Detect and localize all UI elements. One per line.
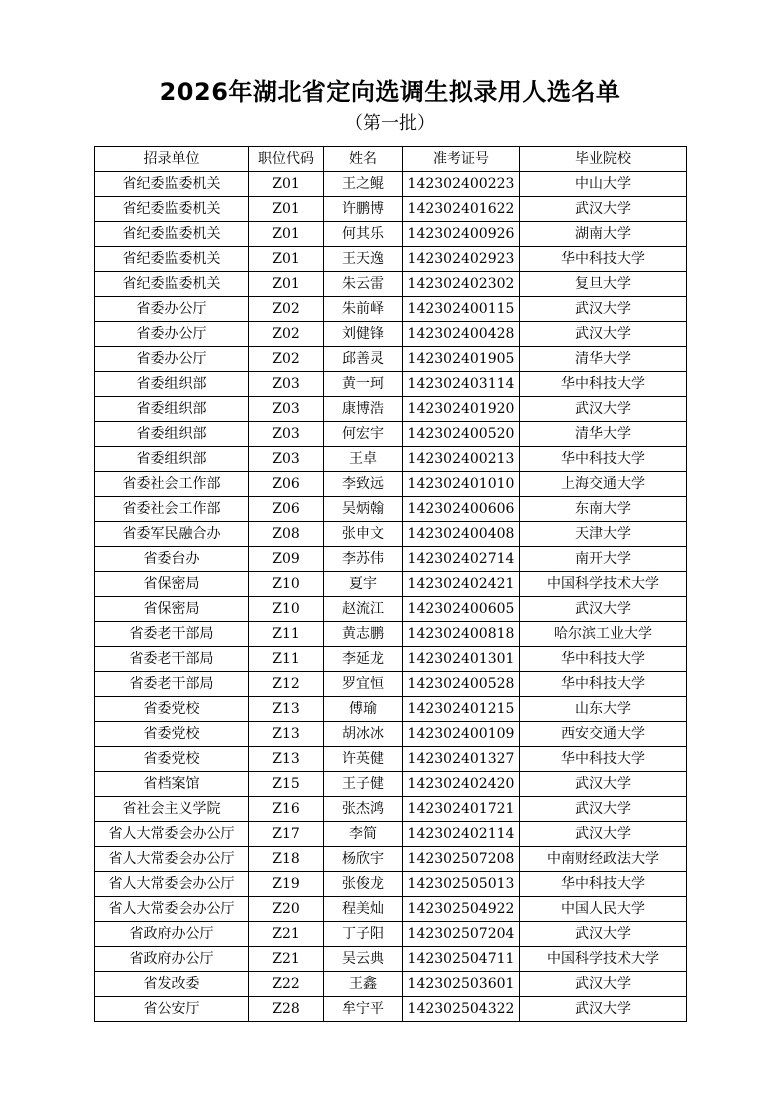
cell-name: 罗宜恒 — [324, 672, 403, 697]
cell-exam-number: 142302400109 — [403, 722, 520, 747]
cell-unit: 省委社会工作部 — [95, 497, 249, 522]
document-title: 2026年湖北省定向选调生拟录用人选名单 — [159, 78, 621, 106]
cell-name: 许鹏博 — [324, 197, 403, 222]
cell-exam-number: 142302400408 — [403, 522, 520, 547]
cell-position-code: Z11 — [249, 622, 324, 647]
cell-exam-number: 142302400818 — [403, 622, 520, 647]
cell-name: 王天逸 — [324, 247, 403, 272]
cell-university: 华中科技大学 — [520, 247, 687, 272]
cell-position-code: Z02 — [249, 347, 324, 372]
header-unit: 招录单位 — [95, 147, 249, 172]
table-row — [95, 497, 687, 522]
table-row — [95, 597, 687, 622]
cell-unit: 省保密局 — [95, 597, 249, 622]
cell-exam-number: 142302400213 — [403, 447, 520, 472]
cell-unit: 省政府办公厅 — [95, 922, 249, 947]
cell-unit: 省公安厅 — [95, 997, 249, 1022]
cell-exam-number: 142302400605 — [403, 597, 520, 622]
cell-exam-number: 142302401721 — [403, 797, 520, 822]
cell-position-code: Z03 — [249, 372, 324, 397]
cell-position-code: Z22 — [249, 972, 324, 997]
table-row — [95, 572, 687, 597]
cell-unit: 省委老干部局 — [95, 622, 249, 647]
cell-university: 武汉大学 — [520, 922, 687, 947]
cell-university: 武汉大学 — [520, 822, 687, 847]
cell-name: 张申文 — [324, 522, 403, 547]
cell-name: 朱云雷 — [324, 272, 403, 297]
cell-unit: 省纪委监委机关 — [95, 247, 249, 272]
cell-name: 何宏宇 — [324, 422, 403, 447]
cell-university: 武汉大学 — [520, 297, 687, 322]
cell-university: 华中科技大学 — [520, 672, 687, 697]
cell-name: 朱前峄 — [324, 297, 403, 322]
table-row — [95, 722, 687, 747]
cell-exam-number: 142302401010 — [403, 472, 520, 497]
cell-unit: 省委军民融合办 — [95, 522, 249, 547]
cell-exam-number: 142302401905 — [403, 347, 520, 372]
cell-unit: 省纪委监委机关 — [95, 197, 249, 222]
cell-name: 王子健 — [324, 772, 403, 797]
cell-university: 武汉大学 — [520, 397, 687, 422]
cell-university: 中国人民大学 — [520, 897, 687, 922]
table-row — [95, 472, 687, 497]
cell-university: 华中科技大学 — [520, 747, 687, 772]
cell-exam-number: 142302402714 — [403, 547, 520, 572]
cell-university: 华中科技大学 — [520, 872, 687, 897]
cell-exam-number: 142302401215 — [403, 697, 520, 722]
table-row — [95, 547, 687, 572]
cell-unit: 省委办公厅 — [95, 297, 249, 322]
cell-name: 程美灿 — [324, 897, 403, 922]
header-university: 毕业院校 — [520, 147, 687, 172]
cell-position-code: Z12 — [249, 672, 324, 697]
table-row — [95, 172, 687, 197]
cell-university: 南开大学 — [520, 547, 687, 572]
cell-exam-number: 142302401920 — [403, 397, 520, 422]
cell-university: 中南财经政法大学 — [520, 847, 687, 872]
cell-position-code: Z21 — [249, 922, 324, 947]
cell-position-code: Z10 — [249, 572, 324, 597]
cell-university: 华中科技大学 — [520, 372, 687, 397]
cell-unit: 省委组织部 — [95, 372, 249, 397]
cell-position-code: Z28 — [249, 997, 324, 1022]
cell-exam-number: 142302507208 — [403, 847, 520, 872]
header-position-code: 职位代码 — [249, 147, 324, 172]
cell-university: 中山大学 — [520, 172, 687, 197]
table-row — [95, 747, 687, 772]
cell-university: 武汉大学 — [520, 997, 687, 1022]
cell-name: 王之鲲 — [324, 172, 403, 197]
cell-name: 邱善灵 — [324, 347, 403, 372]
cell-university: 清华大学 — [520, 347, 687, 372]
cell-exam-number: 142302402923 — [403, 247, 520, 272]
cell-position-code: Z06 — [249, 497, 324, 522]
cell-position-code: Z01 — [249, 222, 324, 247]
cell-name: 李简 — [324, 822, 403, 847]
cell-name: 李延龙 — [324, 647, 403, 672]
cell-name: 许英健 — [324, 747, 403, 772]
cell-name: 何其乐 — [324, 222, 403, 247]
table-row — [95, 797, 687, 822]
cell-unit: 省委党校 — [95, 747, 249, 772]
cell-position-code: Z13 — [249, 697, 324, 722]
table-row — [95, 397, 687, 422]
cell-position-code: Z01 — [249, 247, 324, 272]
cell-position-code: Z08 — [249, 522, 324, 547]
cell-position-code: Z11 — [249, 647, 324, 672]
table-header-row — [95, 147, 687, 172]
header-exam-number: 准考证号 — [403, 147, 520, 172]
table-row — [95, 322, 687, 347]
cell-position-code: Z03 — [249, 397, 324, 422]
cell-unit: 省社会主义学院 — [95, 797, 249, 822]
cell-unit: 省保密局 — [95, 572, 249, 597]
cell-exam-number: 142302402114 — [403, 822, 520, 847]
table-row — [95, 672, 687, 697]
cell-exam-number: 142302400115 — [403, 297, 520, 322]
cell-position-code: Z15 — [249, 772, 324, 797]
cell-name: 傅瑜 — [324, 697, 403, 722]
cell-exam-number: 142302401301 — [403, 647, 520, 672]
cell-university: 天津大学 — [520, 522, 687, 547]
cell-unit: 省纪委监委机关 — [95, 172, 249, 197]
cell-name: 吴炳翰 — [324, 497, 403, 522]
cell-unit: 省档案馆 — [95, 772, 249, 797]
cell-position-code: Z13 — [249, 722, 324, 747]
cell-exam-number: 142302400223 — [403, 172, 520, 197]
cell-unit: 省政府办公厅 — [95, 947, 249, 972]
table-row — [95, 522, 687, 547]
table-row — [95, 297, 687, 322]
cell-unit: 省人大常委会办公厅 — [95, 847, 249, 872]
cell-exam-number: 142302400520 — [403, 422, 520, 447]
cell-name: 丁子阳 — [324, 922, 403, 947]
cell-university: 武汉大学 — [520, 797, 687, 822]
cell-university: 复旦大学 — [520, 272, 687, 297]
cell-name: 刘健锋 — [324, 322, 403, 347]
cell-position-code: Z20 — [249, 897, 324, 922]
cell-name: 康博浩 — [324, 397, 403, 422]
cell-university: 西安交通大学 — [520, 722, 687, 747]
cell-position-code: Z16 — [249, 797, 324, 822]
cell-unit: 省纪委监委机关 — [95, 222, 249, 247]
cell-position-code: Z06 — [249, 472, 324, 497]
cell-university: 华中科技大学 — [520, 447, 687, 472]
cell-exam-number: 142302505013 — [403, 872, 520, 897]
cell-position-code: Z01 — [249, 197, 324, 222]
cell-position-code: Z03 — [249, 447, 324, 472]
cell-name: 张俊龙 — [324, 872, 403, 897]
cell-position-code: Z01 — [249, 172, 324, 197]
cell-exam-number: 142302504322 — [403, 997, 520, 1022]
cell-name: 牟宁平 — [324, 997, 403, 1022]
cell-position-code: Z09 — [249, 547, 324, 572]
cell-university: 上海交通大学 — [520, 472, 687, 497]
header-name: 姓名 — [324, 147, 403, 172]
table-row — [95, 647, 687, 672]
cell-position-code: Z10 — [249, 597, 324, 622]
cell-name: 李苏伟 — [324, 547, 403, 572]
cell-university: 武汉大学 — [520, 972, 687, 997]
cell-position-code: Z21 — [249, 947, 324, 972]
cell-university: 武汉大学 — [520, 772, 687, 797]
cell-exam-number: 142302402302 — [403, 272, 520, 297]
cell-university: 哈尔滨工业大学 — [520, 622, 687, 647]
cell-unit: 省委组织部 — [95, 447, 249, 472]
table-row — [95, 872, 687, 897]
table-row — [95, 272, 687, 297]
cell-position-code: Z01 — [249, 272, 324, 297]
cell-unit: 省委老干部局 — [95, 672, 249, 697]
cell-exam-number: 142302401622 — [403, 197, 520, 222]
cell-exam-number: 142302400926 — [403, 222, 520, 247]
cell-exam-number: 142302402420 — [403, 772, 520, 797]
cell-name: 张杰鸿 — [324, 797, 403, 822]
candidate-table — [94, 146, 687, 1022]
cell-unit: 省委党校 — [95, 697, 249, 722]
cell-exam-number: 142302400528 — [403, 672, 520, 697]
table-row — [95, 922, 687, 947]
table-row — [95, 847, 687, 872]
table-row — [95, 247, 687, 272]
table-row — [95, 772, 687, 797]
cell-exam-number: 142302400428 — [403, 322, 520, 347]
cell-unit: 省委办公厅 — [95, 347, 249, 372]
table-row — [95, 372, 687, 397]
table-row — [95, 897, 687, 922]
document-subtitle: （第一批） — [345, 113, 435, 134]
cell-exam-number: 142302402421 — [403, 572, 520, 597]
cell-position-code: Z02 — [249, 322, 324, 347]
table-row — [95, 947, 687, 972]
cell-unit: 省委党校 — [95, 722, 249, 747]
cell-name: 黄一珂 — [324, 372, 403, 397]
cell-university: 东南大学 — [520, 497, 687, 522]
cell-university: 武汉大学 — [520, 322, 687, 347]
cell-unit: 省委老干部局 — [95, 647, 249, 672]
cell-university: 武汉大学 — [520, 597, 687, 622]
cell-unit: 省人大常委会办公厅 — [95, 897, 249, 922]
cell-unit: 省委台办 — [95, 547, 249, 572]
cell-exam-number: 142302403114 — [403, 372, 520, 397]
table-body — [95, 172, 687, 1022]
cell-name: 李致远 — [324, 472, 403, 497]
cell-position-code: Z19 — [249, 872, 324, 897]
table-row — [95, 447, 687, 472]
cell-university: 中国科学技术大学 — [520, 572, 687, 597]
cell-unit: 省委组织部 — [95, 397, 249, 422]
cell-university: 湖南大学 — [520, 222, 687, 247]
cell-unit: 省委社会工作部 — [95, 472, 249, 497]
cell-unit: 省委组织部 — [95, 422, 249, 447]
cell-exam-number: 142302507204 — [403, 922, 520, 947]
cell-name: 黄志鹏 — [324, 622, 403, 647]
cell-position-code: Z13 — [249, 747, 324, 772]
cell-name: 吴云典 — [324, 947, 403, 972]
cell-unit: 省纪委监委机关 — [95, 272, 249, 297]
cell-university: 华中科技大学 — [520, 647, 687, 672]
cell-name: 王鑫 — [324, 972, 403, 997]
cell-name: 胡冰冰 — [324, 722, 403, 747]
table-row — [95, 822, 687, 847]
cell-exam-number: 142302504922 — [403, 897, 520, 922]
cell-position-code: Z18 — [249, 847, 324, 872]
table-row — [95, 222, 687, 247]
cell-position-code: Z17 — [249, 822, 324, 847]
cell-name: 夏宇 — [324, 572, 403, 597]
cell-name: 王卓 — [324, 447, 403, 472]
table-row — [95, 347, 687, 372]
cell-position-code: Z02 — [249, 297, 324, 322]
cell-name: 赵流江 — [324, 597, 403, 622]
cell-exam-number: 142302401327 — [403, 747, 520, 772]
cell-university: 清华大学 — [520, 422, 687, 447]
table-row — [95, 997, 687, 1022]
cell-university: 武汉大学 — [520, 197, 687, 222]
cell-unit: 省人大常委会办公厅 — [95, 822, 249, 847]
table-row — [95, 622, 687, 647]
cell-unit: 省委办公厅 — [95, 322, 249, 347]
cell-unit: 省发改委 — [95, 972, 249, 997]
cell-name: 杨欣宇 — [324, 847, 403, 872]
cell-university: 中国科学技术大学 — [520, 947, 687, 972]
cell-position-code: Z03 — [249, 422, 324, 447]
table-row — [95, 972, 687, 997]
table-row — [95, 197, 687, 222]
cell-unit: 省人大常委会办公厅 — [95, 872, 249, 897]
cell-exam-number: 142302504711 — [403, 947, 520, 972]
cell-exam-number: 142302503601 — [403, 972, 520, 997]
cell-exam-number: 142302400606 — [403, 497, 520, 522]
table-row — [95, 422, 687, 447]
cell-university: 山东大学 — [520, 697, 687, 722]
table-row — [95, 697, 687, 722]
